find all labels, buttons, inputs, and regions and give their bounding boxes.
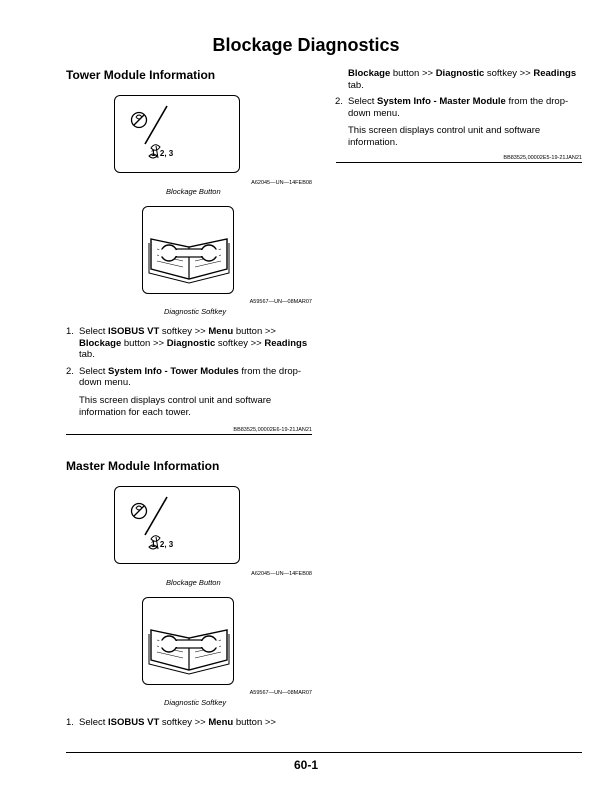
blockage-button-icon <box>115 96 241 174</box>
figure-id: A62045—UN—14FEB08 <box>251 571 312 577</box>
blockage-button-figure <box>114 486 240 564</box>
figure-caption: Blockage Button <box>166 187 221 196</box>
figure-id: A62045—UN—14FEB08 <box>251 180 312 186</box>
master-section-heading: Master Module Information <box>66 459 220 473</box>
figure-caption: Diagnostic Softkey <box>164 307 227 316</box>
step-2: 2. Select System Info - Tower Modules from the drop-down menu. This screen displays control unit and software information for each tower. <box>66 366 316 418</box>
step-2-note: This screen displays control unit and software information for each tower. <box>79 394 272 418</box>
step-1-continued: Blockage button >> Diagnostic softkey >> Readings tab. <box>348 68 577 91</box>
tower-section-heading: Tower Module Information <box>66 68 216 82</box>
step-2-note: This screen displays control unit and software information. <box>348 125 541 148</box>
blockage-row-label: 1, 2, 3 <box>151 149 174 158</box>
figure-caption: Blockage Button <box>166 578 221 587</box>
master-step-1: 1. Select ISOBUS VT softkey >> Menu button >> <box>66 717 276 728</box>
blockage-row-label: 1, 2, 3 <box>151 540 174 549</box>
reference-id: BB83525,00002E6-19-21JAN21 <box>233 427 312 433</box>
figure-id: A59567—UN—08MAR07 <box>249 690 312 696</box>
step-1: 1. Select ISOBUS VT softkey >> Menu button >> Blockage button >> Diagnostic softkey >> Readings tab. <box>66 326 308 361</box>
section-divider <box>336 162 582 163</box>
figure-caption: Diagnostic Softkey <box>164 698 227 707</box>
master-steps-continued <box>335 68 585 149</box>
diagnostic-softkey-figure <box>142 206 234 294</box>
reference-id: BB83525,00002E5-19-21JAN21 <box>503 155 582 161</box>
step-2: 2. Select System Info - Master Module from the drop-down menu. This screen displays control unit and software information. <box>335 96 585 148</box>
figure-id: A59567—UN—08MAR07 <box>249 299 312 305</box>
page-title: Blockage Diagnostics <box>212 35 400 55</box>
blockage-button-icon <box>115 487 241 565</box>
tower-steps <box>66 326 316 423</box>
page-number: 60-1 <box>293 758 319 772</box>
blockage-button-figure <box>114 95 240 173</box>
footer-divider <box>66 752 582 753</box>
diagnostic-book-icon <box>143 207 235 295</box>
section-divider <box>66 434 312 435</box>
diagnostic-book-icon <box>143 598 235 686</box>
diagnostic-softkey-figure <box>142 597 234 685</box>
